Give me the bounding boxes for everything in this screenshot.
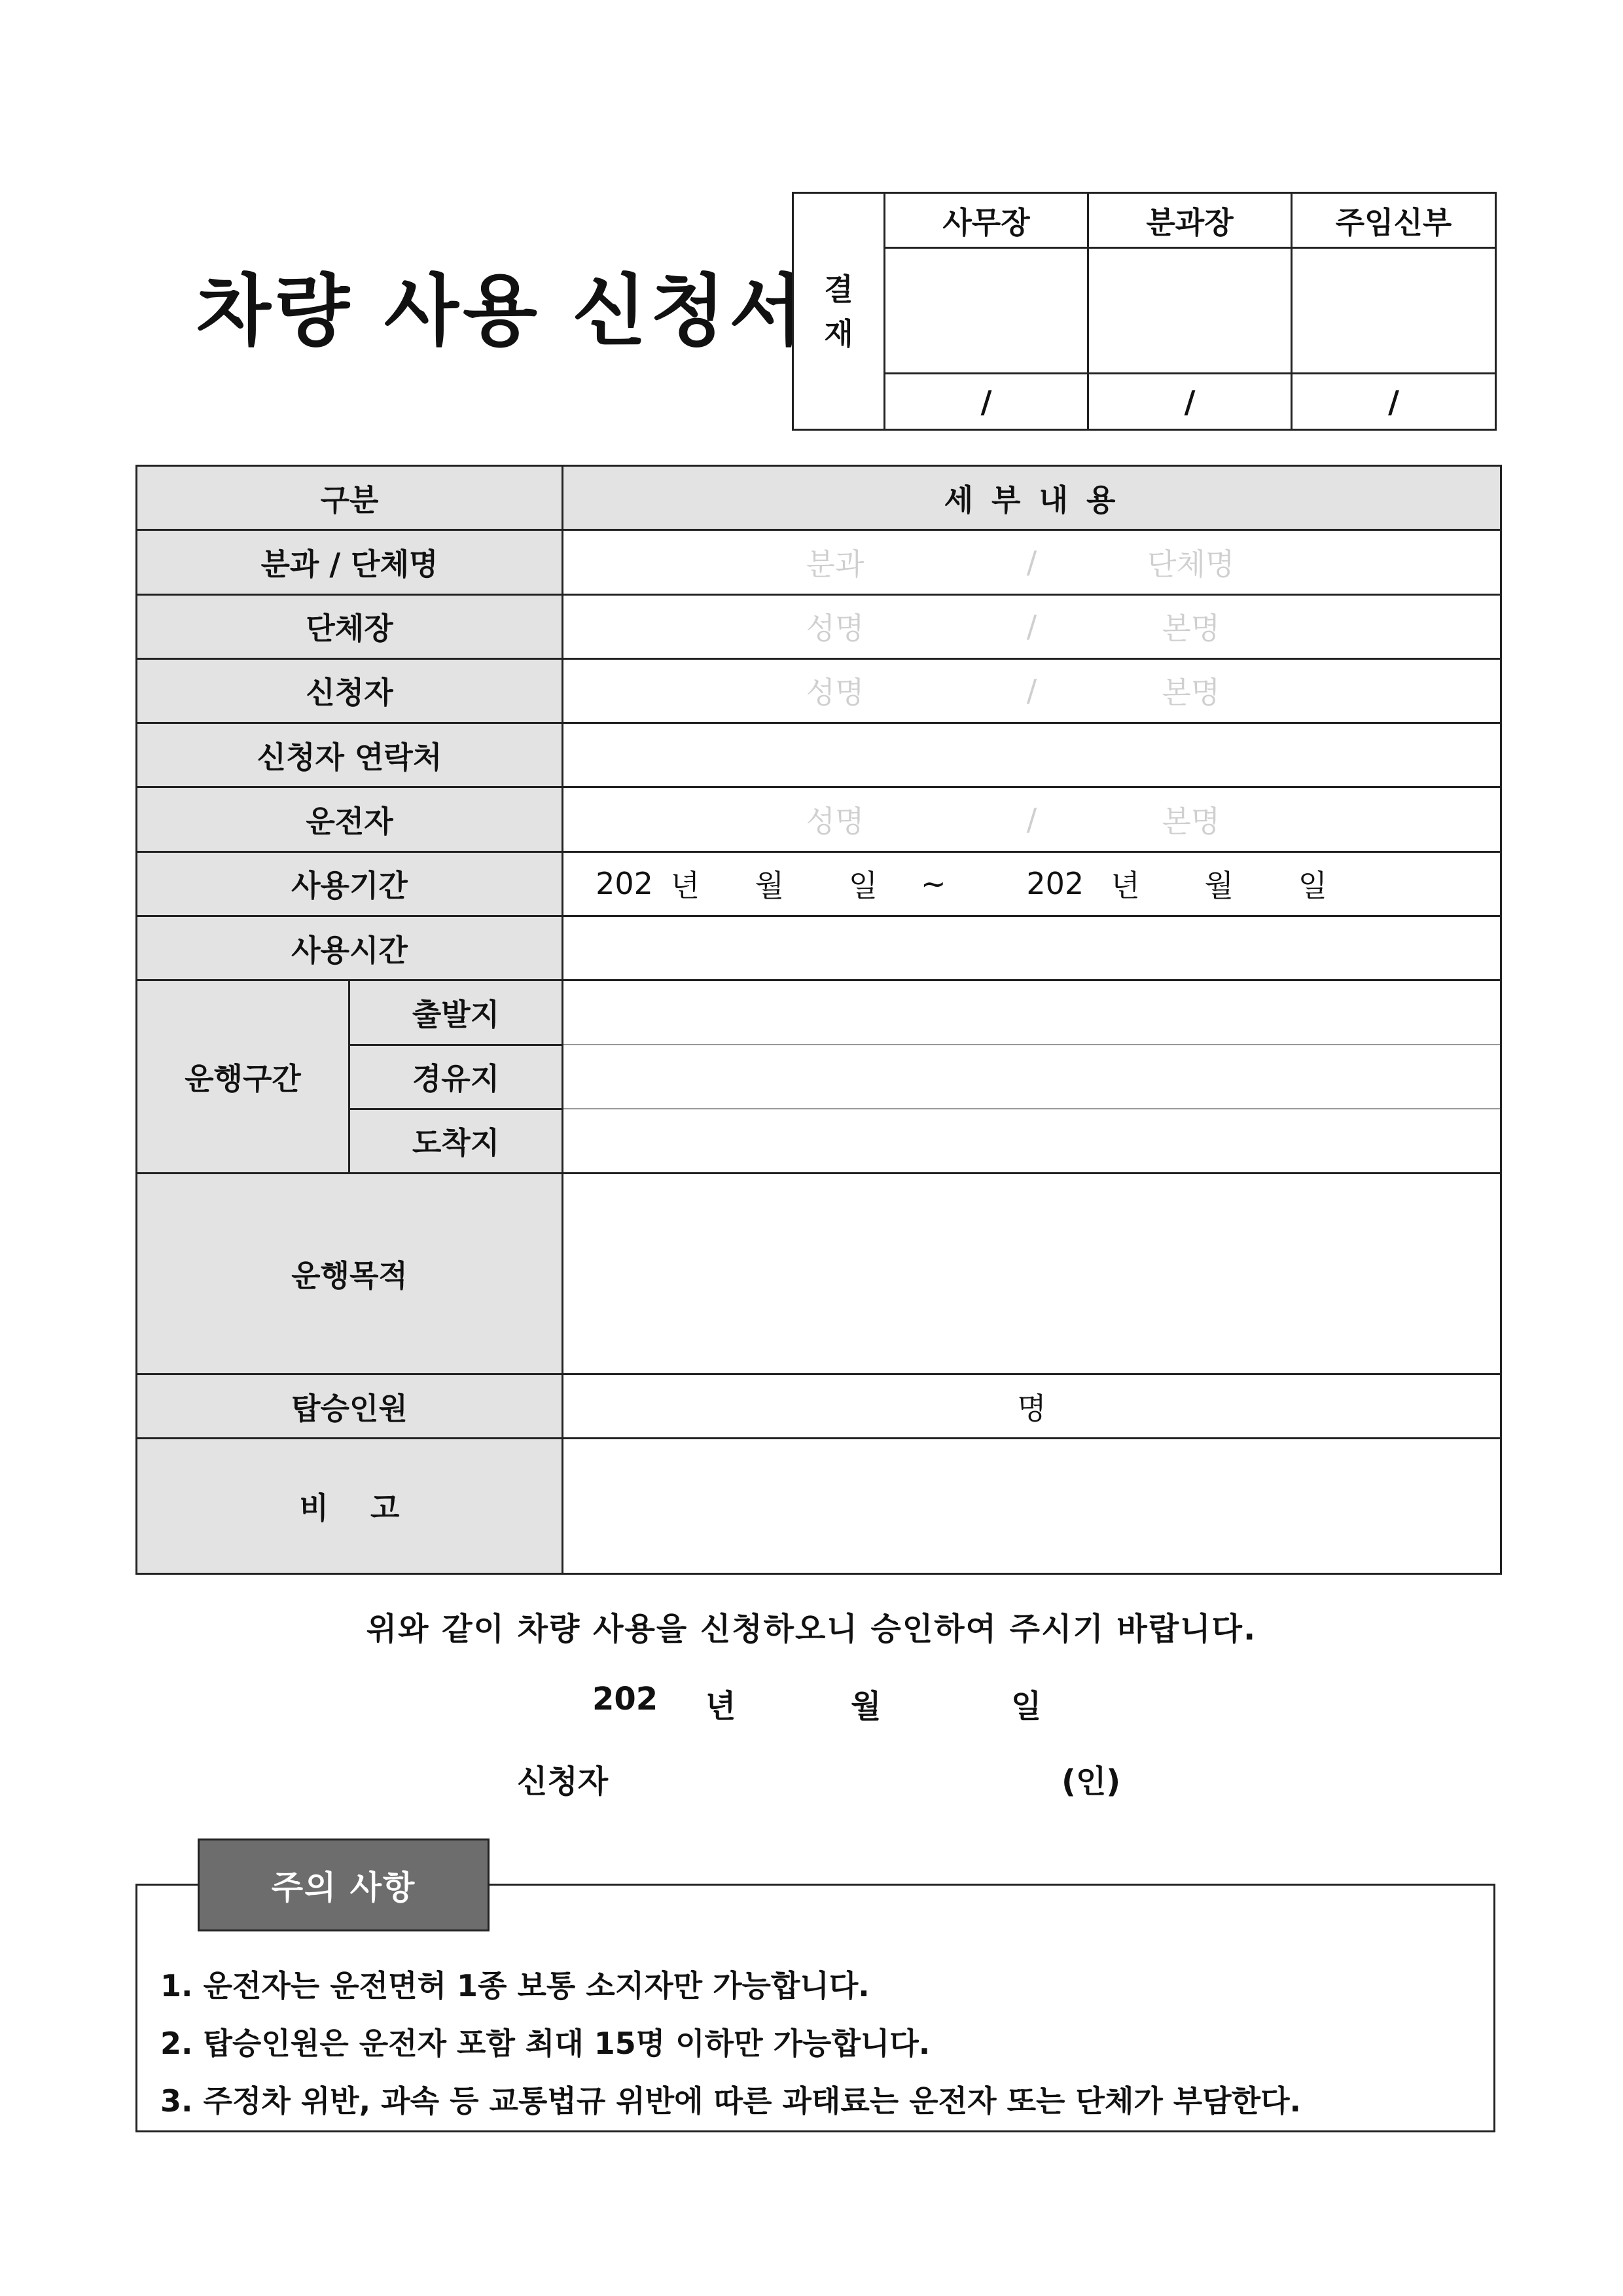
placeholder-section: 분과: [806, 546, 865, 582]
field-time[interactable]: [563, 916, 1501, 980]
notice-list: [160, 1957, 1301, 2130]
field-purpose[interactable]: [563, 1174, 1501, 1374]
approval-side-char-2: 재: [824, 315, 853, 351]
label-applicant: 신청자: [137, 658, 563, 723]
label-time: 사용시간: [137, 916, 563, 980]
placeholder-separator: /: [1026, 544, 1037, 580]
label-remarks: 비 고: [137, 1439, 563, 1574]
approval-date-office-manager[interactable]: /: [885, 374, 1088, 430]
label-driver: 운전자: [137, 787, 563, 852]
field-driver[interactable]: [563, 787, 1501, 852]
approval-header-office-manager: 사무장: [885, 193, 1088, 248]
period-start-month-unit: 월: [755, 868, 785, 904]
field-period[interactable]: [563, 852, 1501, 916]
field-group[interactable]: [563, 530, 1501, 594]
field-departure[interactable]: [563, 980, 1501, 1045]
placeholder-group-name: 단체명: [1147, 546, 1235, 582]
request-statement: 위와 같이 차량 사용을 신청하오니 승인하여 주시기 바랍니다.: [366, 1611, 1257, 1647]
approval-date-section-head[interactable]: /: [1088, 374, 1292, 430]
statement-seal: (인): [1061, 1763, 1121, 1800]
header-category: 구분: [137, 466, 563, 530]
label-purpose: 운행목적: [137, 1174, 563, 1374]
approval-side-char-1: 결: [824, 271, 853, 307]
period-end-day-unit: 일: [1298, 868, 1328, 904]
placeholder-baptismal-name: 본명: [1162, 675, 1221, 711]
statement-date-year: 202: [592, 1681, 658, 1717]
label-contact: 신청자 연락처: [137, 723, 563, 787]
field-arrival[interactable]: [563, 1109, 1501, 1173]
application-form-table: [135, 465, 1502, 1575]
placeholder-separator: /: [1026, 609, 1037, 645]
placeholder-baptismal-name: 본명: [1162, 611, 1221, 647]
statement-date-year-unit: 년: [705, 1688, 736, 1725]
notice-title: 주의 사항: [198, 1839, 490, 1931]
field-stopover[interactable]: [563, 1045, 1501, 1109]
approval-box: [792, 192, 1497, 431]
field-remarks[interactable]: [563, 1439, 1501, 1574]
notice-item: 1. 운전자는 운전면허 1종 보통 소지자만 가능합니다.: [160, 1968, 870, 2003]
placeholder-separator: /: [1026, 802, 1037, 838]
statement-date-day-unit: 일: [1011, 1688, 1042, 1725]
placeholder-name: 성명: [806, 611, 865, 647]
label-period: 사용기간: [137, 852, 563, 916]
approval-sign-office-manager[interactable]: [885, 248, 1088, 374]
field-applicant[interactable]: [563, 658, 1501, 723]
approval-header-pastor: 주임신부: [1292, 193, 1496, 248]
placeholder-separator: /: [1026, 673, 1037, 709]
label-group: 분과 / 단체명: [137, 530, 563, 594]
passengers-unit: 명: [1017, 1390, 1046, 1426]
period-start-day-unit: 일: [848, 868, 878, 904]
period-end-year-unit: 년: [1111, 868, 1140, 904]
label-passengers: 탑승인원: [137, 1374, 563, 1439]
notice-item: 3. 주정차 위반, 과속 등 교통법규 위반에 따른 과태료는 운전자 또는 단체가 부담한다.: [160, 2083, 1301, 2119]
label-departure: 출발지: [349, 980, 563, 1045]
field-leader[interactable]: [563, 594, 1501, 658]
statement-date-month-unit: 월: [851, 1688, 882, 1725]
label-stopover: 경유지: [349, 1045, 563, 1109]
label-arrival: 도착지: [349, 1109, 563, 1173]
placeholder-name: 성명: [806, 804, 865, 840]
period-start-year-unit: 년: [670, 868, 700, 904]
header-details: 세 부 내 용: [563, 466, 1501, 530]
approval-sign-pastor[interactable]: [1292, 248, 1496, 374]
period-start-year-prefix: 202: [596, 866, 653, 902]
document-title: 차량 사용 신청서: [196, 266, 808, 356]
field-contact[interactable]: [563, 723, 1501, 787]
notice-item: 2. 탑승인원은 운전자 포함 최대 15명 이하만 가능합니다.: [160, 2026, 931, 2061]
approval-header-section-head: 분과장: [1088, 193, 1292, 248]
period-end-year-prefix: 202: [1026, 866, 1084, 902]
placeholder-baptismal-name: 본명: [1162, 804, 1221, 840]
period-tilde: ~: [920, 866, 946, 902]
label-route: 운행구간: [137, 980, 349, 1174]
label-leader: 단체장: [137, 594, 563, 658]
statement-applicant-label: 신청자: [517, 1763, 609, 1800]
placeholder-name: 성명: [806, 675, 865, 711]
field-passengers[interactable]: [563, 1374, 1501, 1439]
approval-date-pastor[interactable]: /: [1292, 374, 1496, 430]
approval-sign-section-head[interactable]: [1088, 248, 1292, 374]
period-end-month-unit: 월: [1204, 868, 1234, 904]
approval-side-label: [793, 193, 885, 430]
